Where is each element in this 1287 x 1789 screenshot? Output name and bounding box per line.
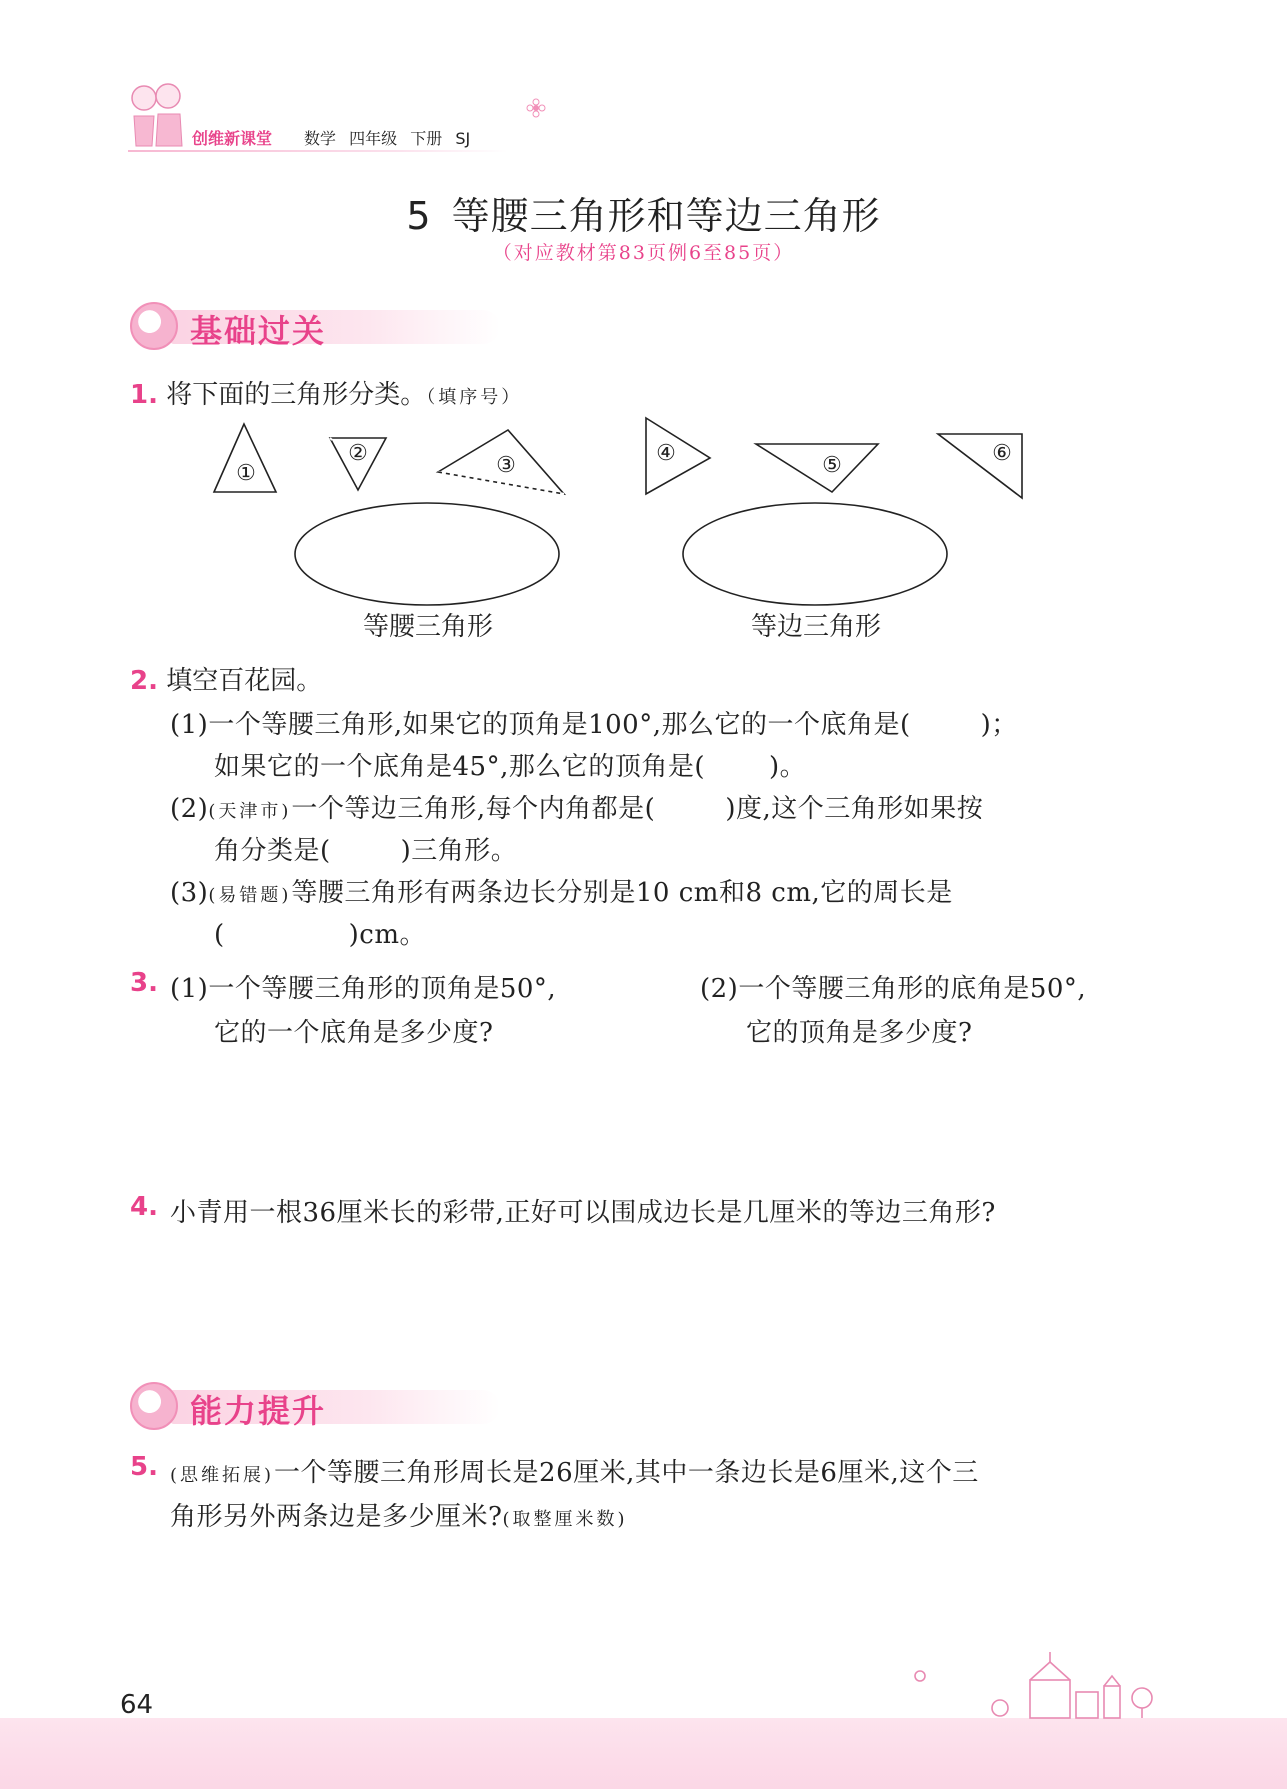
q2-part1-end2: )。 — [769, 752, 807, 782]
q2-part2-text: 一个等边三角形,每个内角都是( — [291, 794, 656, 824]
q2-part3-line1 — [170, 872, 953, 909]
header-kids-illustration — [122, 76, 192, 156]
section-badge-icon — [130, 1382, 178, 1430]
q2-part1-text2: 如果它的一个底角是45°,那么它的顶角是( — [214, 752, 705, 782]
q5-line1 — [170, 1452, 979, 1489]
q2-part2-note: (天津市) — [208, 801, 292, 822]
header-grade: 四年级 — [349, 129, 398, 148]
triangle-label: ⑥ — [992, 441, 1012, 466]
question-2 — [130, 660, 322, 697]
q2-part3-note: (易错题) — [208, 885, 292, 906]
header-volume: 下册 — [410, 129, 443, 148]
section-badge-icon — [130, 302, 178, 350]
header-info — [304, 126, 478, 149]
oval-equilateral[interactable] — [680, 500, 950, 608]
textbook-reference: （对应教材第83页例6至85页） — [492, 242, 795, 264]
q2-part1-end: )； — [980, 710, 1018, 740]
triangle-label: ② — [348, 441, 368, 466]
triangle-5 — [756, 444, 878, 492]
page-number: 64 — [120, 1690, 154, 1720]
question-1-number: 1. — [130, 380, 158, 410]
q2-part3-line2 — [214, 914, 426, 951]
question-4-number: 4. — [130, 1192, 158, 1222]
oval-isosceles[interactable] — [292, 500, 562, 608]
question-1 — [130, 374, 522, 411]
lesson-title: 等腰三角形和等边三角形 — [451, 194, 881, 238]
q3-part1-line2: 它的一个底角是多少度? — [214, 1018, 494, 1048]
q5-text2: 角形另外两条边是多少厘米? — [170, 1502, 503, 1532]
q2-part2-prefix: (2) — [170, 794, 209, 824]
question-1-text: 将下面的三角形分类。 — [166, 380, 427, 410]
header-brand: 创维新课堂 — [192, 129, 273, 148]
q5-note: (思维拓展) — [170, 1465, 275, 1486]
q5-line2 — [170, 1496, 628, 1533]
section-basic-label: 基础过关 — [190, 312, 327, 350]
castle-illustration-icon — [880, 1650, 1180, 1720]
footer-band — [0, 1718, 1287, 1789]
section-basic-header — [130, 302, 510, 350]
q2-part1-line2 — [214, 746, 806, 783]
header-subject: 数学 — [304, 129, 337, 148]
q2-part2-line2 — [214, 830, 517, 867]
q3-part2-line1: (2)一个等腰三角形的底角是50°, — [700, 974, 1087, 1004]
q2-part3-end: )cm。 — [348, 920, 427, 950]
oval-label-equilateral: 等边三角形 — [750, 612, 881, 642]
q2-part2-text2: 角分类是( — [214, 836, 331, 866]
q2-part3-prefix: (3) — [170, 878, 209, 908]
oval-label-isosceles: 等腰三角形 — [362, 612, 493, 642]
q2-part1-text: (1)一个等腰三角形,如果它的顶角是100°,那么它的一个底角是( — [170, 710, 911, 740]
question-3-number: 3. — [130, 968, 158, 998]
q2-part2-end2: )三角形。 — [400, 836, 518, 866]
q2-part1-line1 — [170, 704, 1018, 741]
question-2-number: 2. — [130, 666, 158, 696]
q3-part1-line1: (1)一个等腰三角形的顶角是50°, — [170, 974, 557, 1004]
question-5-number: 5. — [130, 1452, 158, 1482]
q2-part2-end: )度,这个三角形如果按 — [725, 794, 984, 824]
section-advanced-label: 能力提升 — [190, 1392, 327, 1430]
question-1-note: （填序号） — [426, 387, 523, 408]
lesson-number: 5 — [406, 194, 432, 238]
triangles-figure — [200, 410, 1040, 510]
q5-text1: 一个等腰三角形周长是26厘米,其中一条边长是6厘米,这个三 — [274, 1458, 979, 1488]
page-title — [0, 185, 1287, 240]
triangle-label: ④ — [656, 441, 676, 466]
triangle-label: ③ — [496, 453, 516, 478]
header-edition: SJ — [455, 129, 471, 148]
q2-part3-text: 等腰三角形有两条边长分别是10 cm和8 cm,它的周长是 — [291, 878, 953, 908]
q3-part2-line2: 它的顶角是多少度? — [746, 1018, 973, 1048]
triangle-label: ⑤ — [822, 453, 842, 478]
q2-part3-open: ( — [214, 920, 225, 950]
header-divider — [128, 150, 508, 152]
q2-part2-line1 — [170, 788, 983, 825]
question-2-text: 填空百花园。 — [166, 666, 323, 696]
q5-note2: (取整厘米数) — [502, 1509, 628, 1530]
section-advanced-header — [130, 1382, 510, 1430]
question-4-text: 小青用一根36厘米长的彩带,正好可以围成边长是几厘米的等边三角形? — [170, 1198, 996, 1228]
triangle-label: ① — [236, 461, 256, 486]
flower-icon — [526, 98, 546, 118]
